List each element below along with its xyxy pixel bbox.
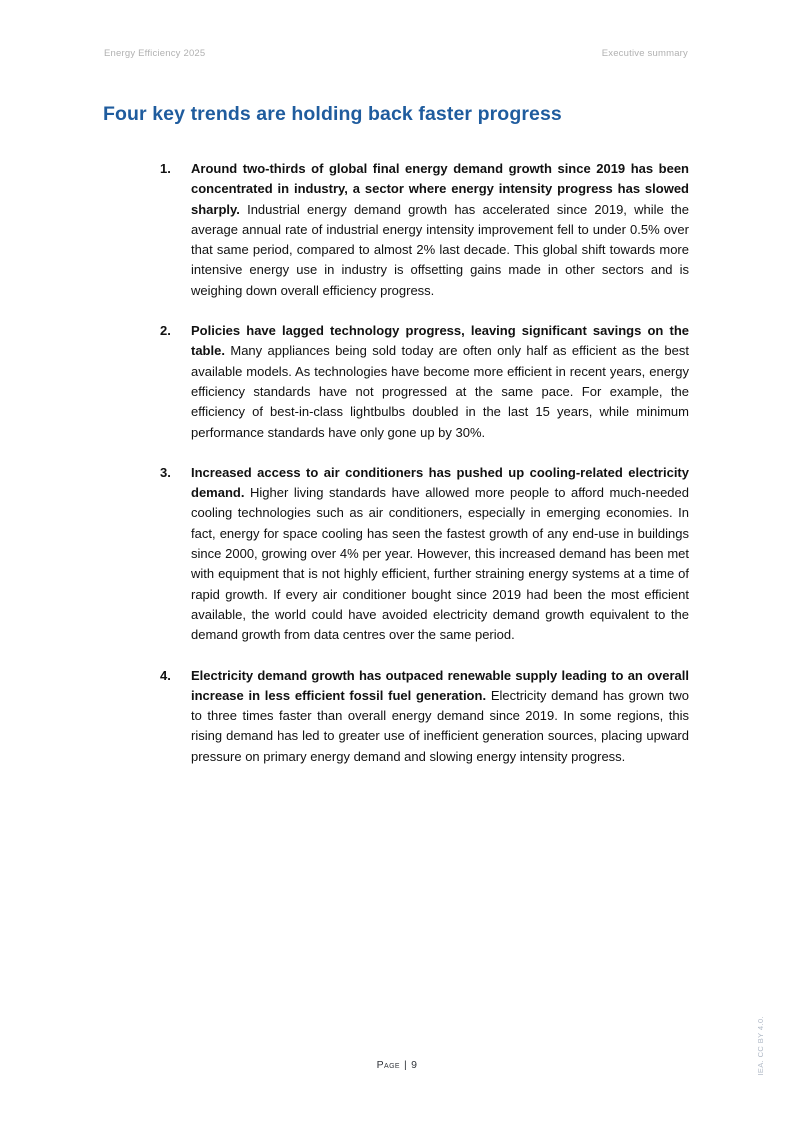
list-item	[160, 666, 689, 767]
list-item-text	[191, 321, 689, 443]
list-item-lead: Electricity demand growth has outpaced renewable supply leading to an overall increase in less efficient fossil fuel generation.	[191, 667, 689, 703]
list-item-text	[191, 463, 689, 646]
list-item-body: Industrial energy demand growth has accelerated since 2019, while the average annual rate of industrial energy intensity improvement fell to under 0.5% over that same period, compared to almost 2% last decade. This global shift towards more intensive energy use in industry is offsetting gains made in other sectors and is weighing down overall efficiency progress.	[191, 201, 689, 298]
list-item	[160, 321, 689, 443]
list-item-text	[191, 159, 689, 301]
footer-page-number: 9	[411, 1059, 418, 1071]
list-item-number: 4.	[160, 667, 171, 683]
list-item-lead: Policies have lagged technology progress, leaving significant savings on the table.	[191, 323, 689, 359]
list-item-lead: Increased access to air conditioners has pushed up cooling-related electricity demand.	[191, 464, 689, 501]
list-item-number: 1.	[160, 161, 171, 176]
numbered-list	[160, 159, 689, 787]
list-item-body: Higher living standards have allowed more people to afford much-needed cooling technologies such as air conditioners, especially in emerging economies. In fact, energy for space cooling has seen the fastest growth of any end-use in buildings since 2000, growing over 4% per year. However, this increased demand has been met with equipment that is not highly efficient, further straining energy systems at a time of rapid growth. If every air conditioner bought since 2019 had been the most efficient available, the world could have avoided electricity demand growth equivalent to the demand growth from data centres over the same period.	[191, 485, 689, 643]
list-item	[160, 463, 689, 646]
list-item-body: Electricity demand has grown two to three times faster than overall energy demand since 2019. In some regions, this rising demand has led to greater use of inefficient generation sources, placing upward pressure on primary energy demand and slowing energy intensity progress.	[191, 687, 689, 764]
list-item-number: 2.	[160, 323, 171, 339]
list-item-lead: Around two-thirds of global final energy demand growth since 2019 has been concentrated in industry, a sector where energy intensity progress has slowed sharply.	[191, 161, 689, 217]
license-side-note: IEA. CC BY 4.0.	[756, 1016, 765, 1076]
page-title: Four key trends are holding back faster progress	[103, 103, 562, 125]
list-item	[160, 159, 689, 301]
header-report-title: Energy Efficiency 2025	[104, 48, 206, 59]
footer-page-word: Page	[376, 1059, 400, 1071]
list-item-text	[191, 666, 689, 767]
running-header	[104, 48, 688, 59]
list-item-body: Many appliances being sold today are often only half as efficient as the best available models. As technologies have become more efficient in recent years, energy efficiency standards have not progressed at the same pace. For example, the efficiency of best-in-class lightbulbs doubled in the last 15 years, while minimum performance standards have only gone up by 30%.	[191, 343, 689, 440]
footer-separator: |	[404, 1059, 408, 1071]
page-footer	[0, 1059, 794, 1071]
list-item-number: 3.	[160, 464, 171, 480]
header-section-label: Executive summary	[601, 48, 688, 59]
